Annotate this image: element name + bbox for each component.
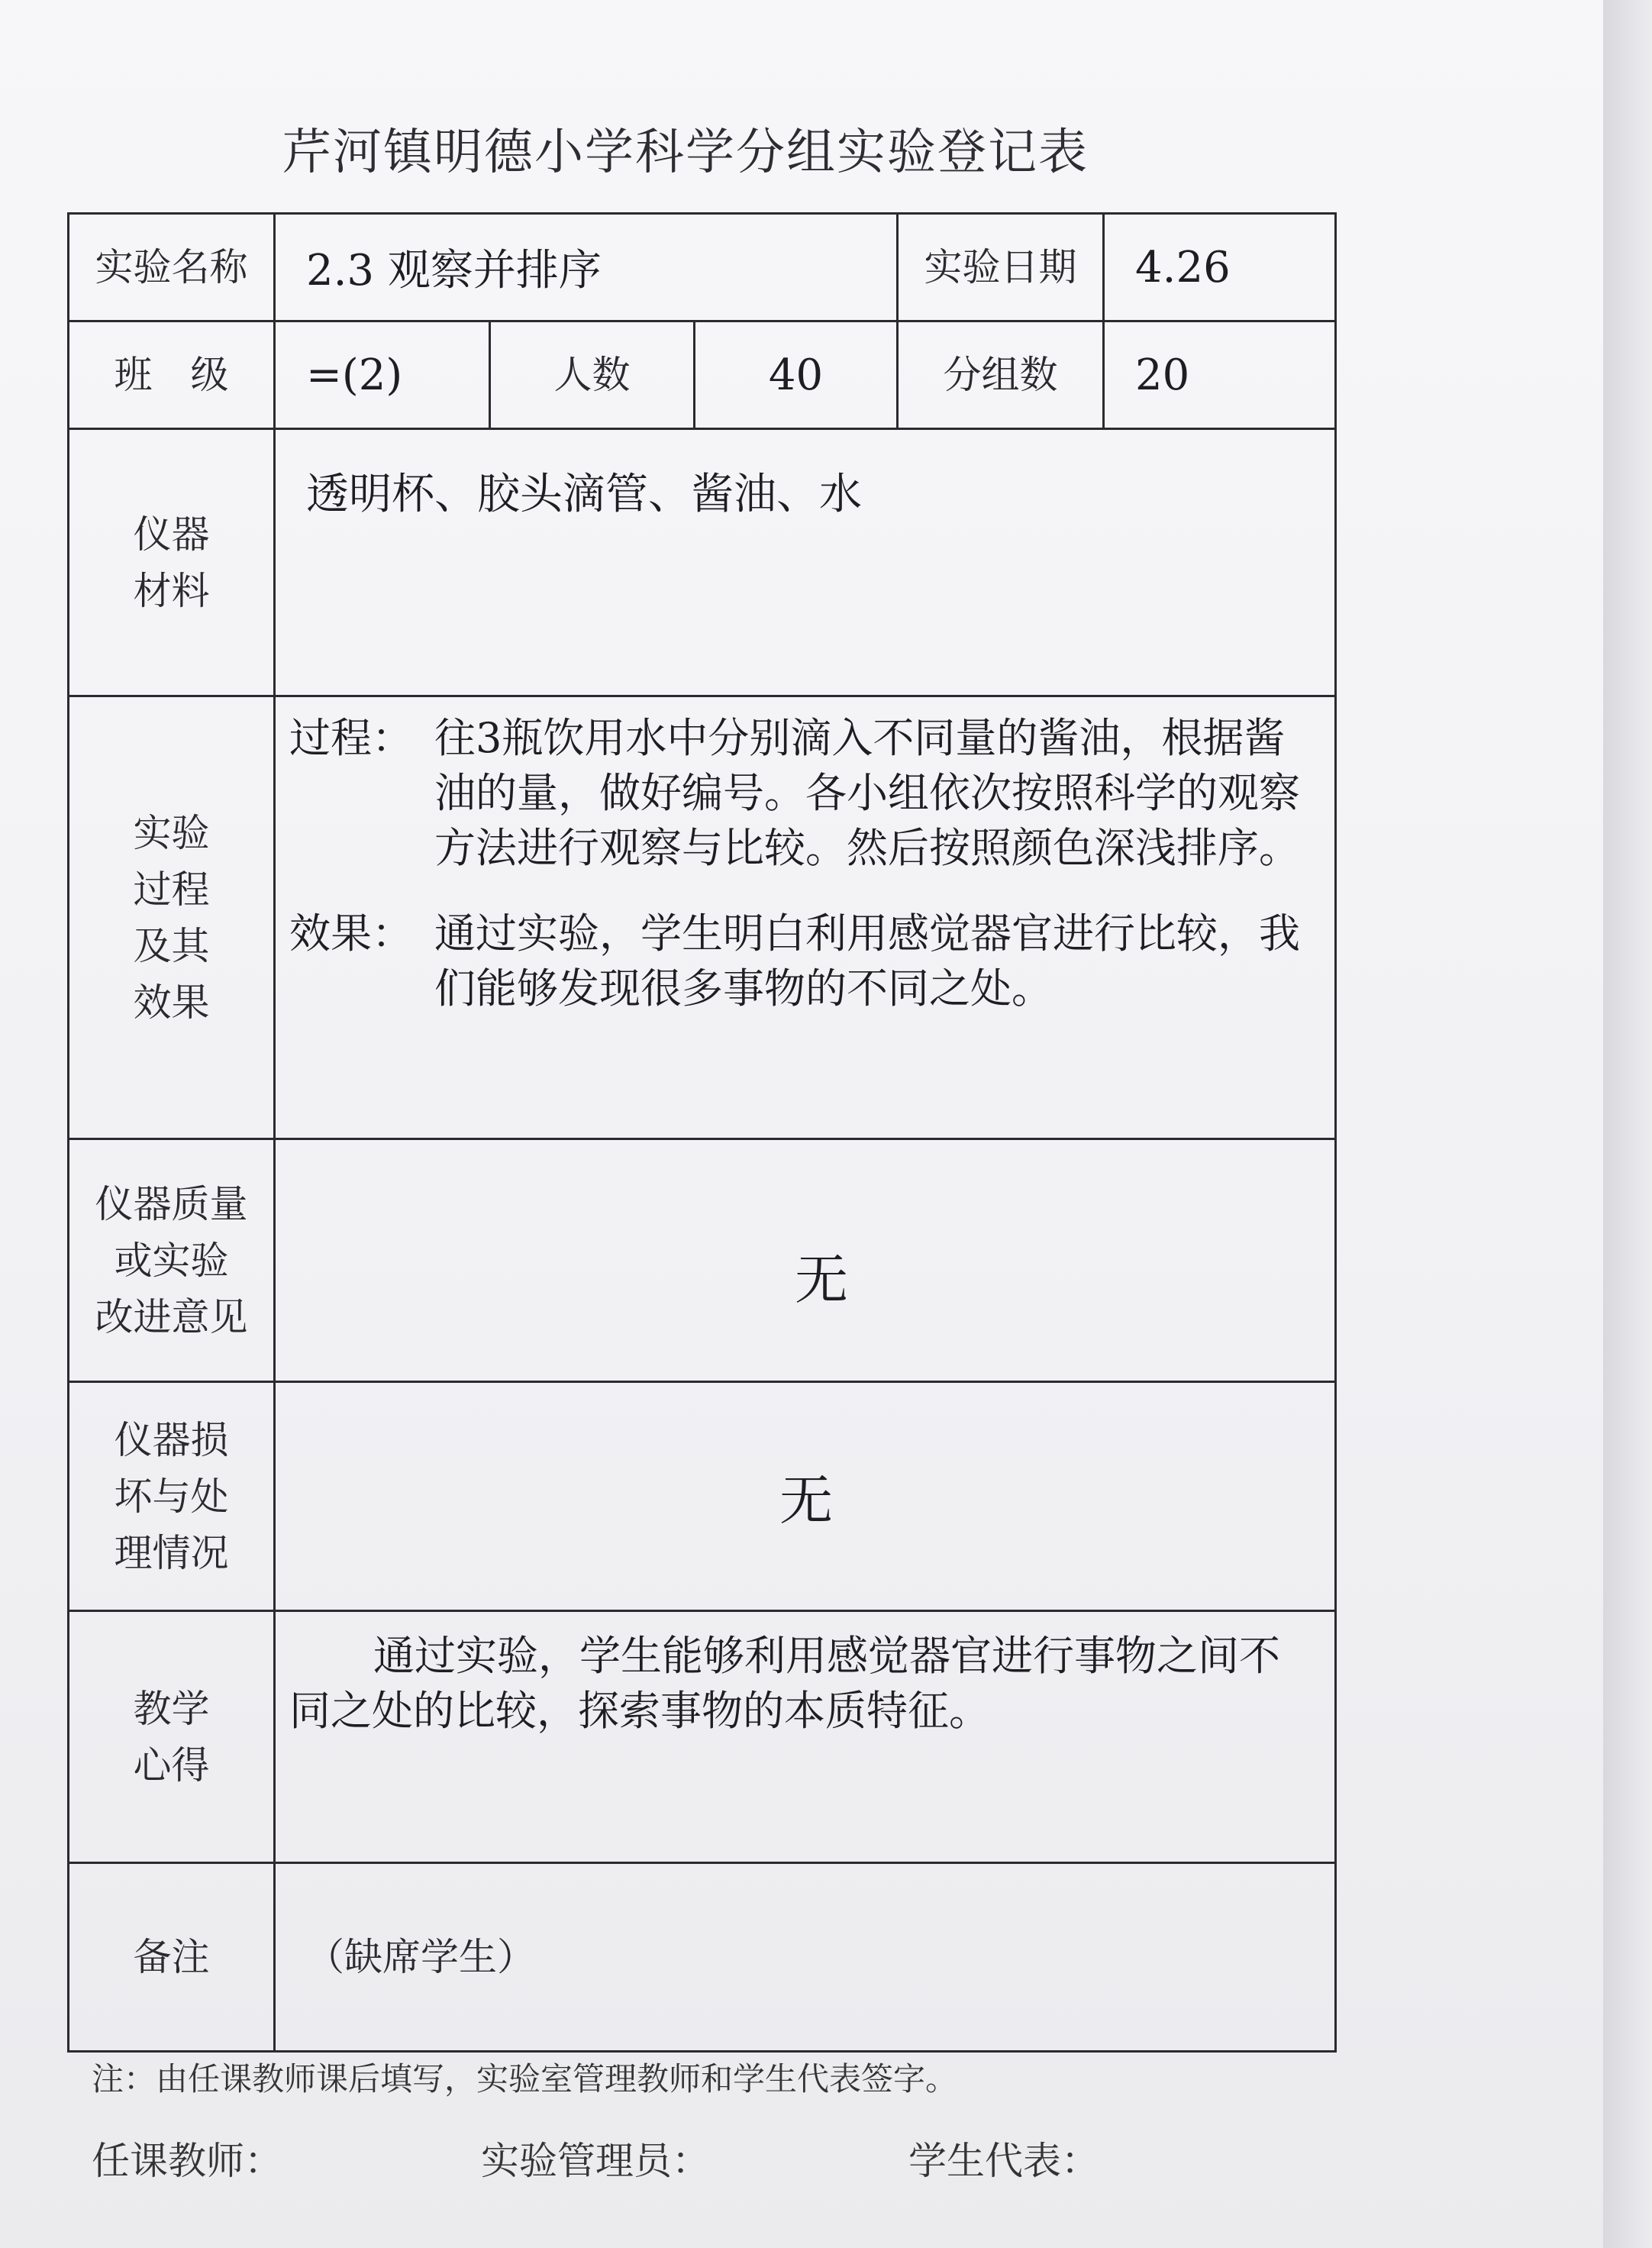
label-damage [69, 1382, 275, 1611]
process-label: 过程： [289, 714, 413, 762]
label-process-line: 实验 [133, 810, 210, 855]
process-cell[interactable] [275, 696, 1336, 1139]
label-process-line: 过程 [133, 867, 210, 912]
label-quality-line: 或实验 [114, 1238, 229, 1283]
label-quality-line: 仪器质量 [95, 1181, 248, 1226]
row-quality [69, 1139, 1336, 1382]
row-damage [69, 1382, 1336, 1611]
paper-edge [1603, 0, 1652, 2248]
form-title: 芹河镇明德小学科学分组实验登记表 [282, 124, 1089, 181]
value-class[interactable]: =(2) [275, 321, 490, 429]
label-groups: 分组数 [898, 321, 1104, 429]
value-experiment-name[interactable]: 2.3 观察并排序 [275, 214, 898, 321]
value-reflection[interactable]: 通过实验，学生能够利用感觉器官进行事物之间不同之处的比较，探索事物的本质特征。 [275, 1611, 1336, 1863]
registration-form-table [67, 212, 1337, 2053]
value-experiment-date[interactable]: 4.26 [1104, 214, 1336, 321]
label-damage-line: 仪器损 [114, 1417, 229, 1462]
signature-lab-admin[interactable]: 实验管理员： [481, 2139, 710, 2183]
label-experiment-name: 实验名称 [69, 214, 275, 321]
value-equipment[interactable]: 透明杯、胶头滴管、酱油、水 [275, 429, 1336, 696]
signature-teacher[interactable]: 任课教师： [92, 2139, 282, 2183]
label-class: 班 级 [69, 321, 275, 429]
value-groups[interactable]: 20 [1104, 321, 1336, 429]
label-equipment-line: 仪器 [133, 512, 210, 557]
label-experiment-date: 实验日期 [898, 214, 1104, 321]
label-quality-line: 改进意见 [95, 1294, 248, 1339]
value-damage[interactable]: 无 [275, 1382, 1336, 1611]
label-damage-line: 坏与处 [114, 1474, 229, 1519]
label-process-line: 效果 [133, 980, 210, 1025]
value-quality[interactable]: 无 [275, 1139, 1336, 1382]
label-equipment [69, 429, 275, 696]
row-experiment-name [69, 214, 1336, 321]
value-remarks[interactable]: （缺席学生） [275, 1863, 1336, 2052]
label-reflection-line: 教学 [133, 1686, 210, 1731]
row-process [69, 696, 1336, 1139]
label-reflection-line: 心得 [133, 1743, 210, 1788]
effect-label: 效果： [289, 909, 413, 958]
footer-note: 注：由任课教师课后填写，实验室管理教师和学生代表签字。 [92, 2060, 958, 2098]
row-class [69, 321, 1336, 429]
label-quality [69, 1139, 275, 1382]
label-remarks: 备注 [69, 1863, 275, 2052]
row-reflection [69, 1611, 1336, 1863]
effect-text: 通过实验，学生明白利用感觉器官进行比较，我们能够发现很多事物的不同之处。 [434, 909, 1300, 1013]
label-damage-line: 理情况 [114, 1530, 229, 1575]
row-remarks [69, 1863, 1336, 2052]
signature-student-rep[interactable]: 学生代表： [908, 2139, 1099, 2183]
row-equipment [69, 429, 1336, 696]
value-headcount[interactable]: 40 [695, 321, 898, 429]
label-equipment-line: 材料 [133, 568, 210, 613]
label-reflection [69, 1611, 275, 1863]
label-process-line: 及其 [133, 923, 210, 968]
process-text: 往3瓶饮用水中分别滴入不同量的酱油，根据酱油的量，做好编号。各小组依次按照科学的观察方法进行观察与比较。然后按照颜色深浅排序。 [434, 714, 1300, 872]
label-process [69, 696, 275, 1139]
label-headcount: 人数 [490, 321, 695, 429]
